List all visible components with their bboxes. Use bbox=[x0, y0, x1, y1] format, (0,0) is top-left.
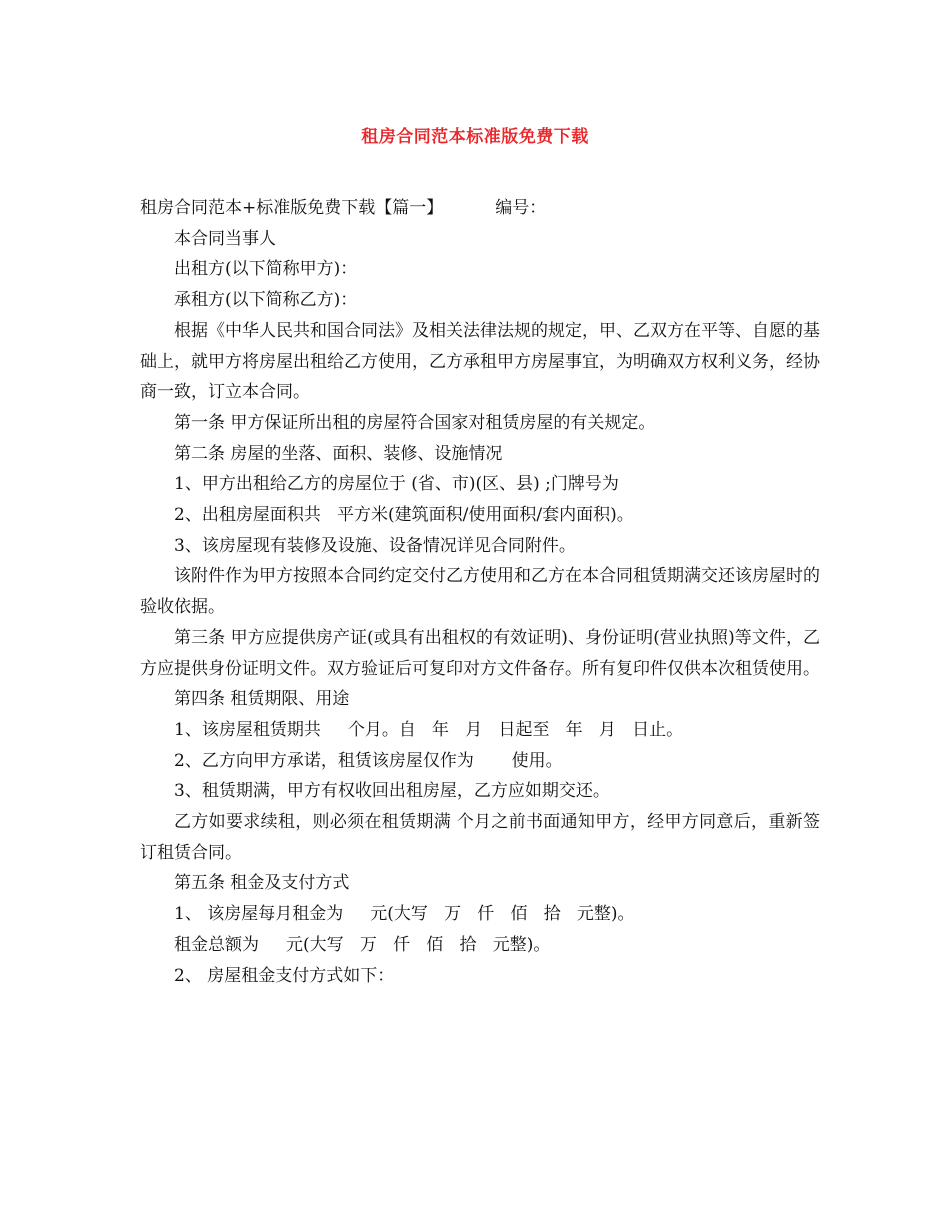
article-3: 第三条 甲方应提供房产证(或具有出租权的有效证明)、身份证明(营业执照)等文件，乙方应提供身份证明文件。双方验证后可复印对方文件备存。所有复印件仅供本次租赁使用。 bbox=[140, 627, 820, 679]
contract-number-label: 编号： bbox=[495, 198, 547, 218]
article-4-item-2: 2、乙方向甲方承诺，租赁该房屋仅作为 使用。 bbox=[174, 750, 563, 771]
paragraph-parties: 本合同当事人 bbox=[174, 228, 276, 249]
article-2-heading: 第二条 房屋的坐落、面积、装修、设施情况 bbox=[174, 443, 503, 464]
section-heading bbox=[140, 193, 820, 224]
paragraph-lessee: 承租方(以下简称乙方)： bbox=[174, 290, 358, 311]
section-heading-text: 租房合同范本+标准版免费下载【篇一】 bbox=[140, 198, 444, 218]
article-2-item-2: 2、出租房屋面积共 平方米(建筑面积/使用面积/套内面积)。 bbox=[174, 505, 634, 526]
article-4-renewal: 乙方如要求续租，则必须在租赁期满 个月之前书面通知甲方，经甲方同意后，重新签订租赁合同。 bbox=[140, 812, 820, 863]
article-2-annex-note: 该附件作为甲方按照本合同约定交付乙方使用和乙方在本合同租赁期满交还该房屋时的验收依据。 bbox=[140, 566, 820, 618]
paragraph-preamble: 根据《中华人民共和国合同法》及相关法律法规的规定，甲、乙双方在平等、自愿的基础上，就甲方将房屋出租给乙方使用，乙方承租甲方房屋事宜，为明确双方权利义务，经协商一致，订立本合同。 bbox=[140, 320, 820, 403]
article-4-item-1: 1、该房屋租赁期共 个月。自 年 月 日起至 年 月 日止。 bbox=[174, 719, 684, 740]
article-5-item-1: 1、 该房屋每月租金为 元(大写 万 仟 佰 拾 元整)。 bbox=[174, 904, 635, 925]
article-5-total-rent: 租金总额为 元(大写 万 仟 佰 拾 元整)。 bbox=[174, 934, 551, 955]
document-body bbox=[140, 193, 820, 991]
article-2-item-3: 3、该房屋现有装修及设施、设备情况详见合同附件。 bbox=[174, 535, 576, 556]
article-5-heading: 第五条 租金及支付方式 bbox=[174, 873, 350, 894]
article-4-item-3: 3、租赁期满，甲方有权收回出租房屋，乙方应如期交还。 bbox=[174, 781, 610, 802]
paragraph-lessor: 出租方(以下简称甲方)： bbox=[174, 259, 358, 280]
article-2-item-1: 1、甲方出租给乙方的房屋位于 (省、市)(区、县) ;门牌号为 bbox=[174, 474, 619, 495]
article-4-heading: 第四条 租赁期限、用途 bbox=[174, 689, 350, 710]
article-1: 第一条 甲方保证所出租的房屋符合国家对租赁房屋的有关规定。 bbox=[174, 412, 656, 433]
article-5-item-2: 2、 房屋租金支付方式如下： bbox=[174, 965, 395, 986]
document-title: 租房合同范本标准版免费下载 bbox=[361, 127, 589, 147]
